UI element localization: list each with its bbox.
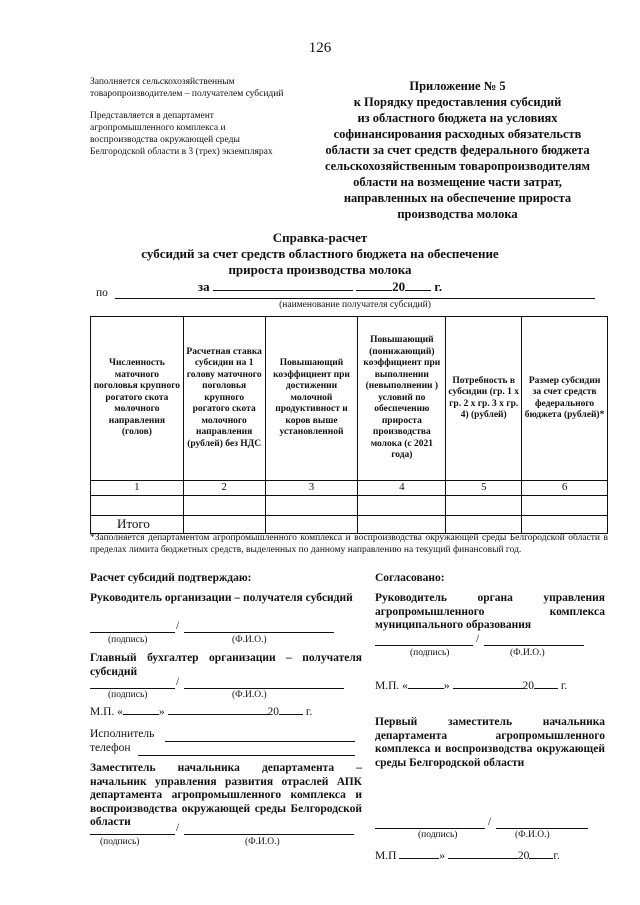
recipient-name-line[interactable] <box>115 298 595 299</box>
table-cell[interactable] <box>446 495 522 515</box>
fio-caption: (Ф.И.О.) <box>232 690 267 700</box>
title-line: Справка-расчет <box>272 230 368 245</box>
signature-caption: (подпись) <box>100 837 140 847</box>
date-blank-year[interactable] <box>405 278 431 291</box>
fio-line[interactable] <box>184 688 344 689</box>
fio-caption: (Ф.И.О.) <box>232 635 267 645</box>
first-deputy-label: Первый заместитель начальника департамента агропромышленного комплекса и воспроизводства окружающей среды Белгородской области <box>375 716 605 769</box>
year-blank[interactable] <box>279 702 303 715</box>
appendix-line: к Порядку предоставления субсидий <box>353 95 562 109</box>
day-blank[interactable] <box>399 846 439 859</box>
table-row <box>91 495 608 515</box>
table-cell[interactable] <box>265 495 358 515</box>
slash: / <box>176 620 180 632</box>
slash: / <box>176 822 180 834</box>
table-cell[interactable] <box>183 495 265 515</box>
signature-line[interactable] <box>375 828 485 829</box>
appendix-line: направленных на обеспечение прироста <box>343 191 572 205</box>
column-number: 3 <box>265 481 358 496</box>
submitted-line: Представляется в департамент <box>90 111 214 121</box>
year-suffix: г. <box>305 706 313 718</box>
date-prefix: за <box>197 279 210 294</box>
header-cell-6: Размер субсидии за счет средств федерального бюджета (рублей)* <box>522 317 608 481</box>
footnote: *Заполняется департаментом агропромышленного комплекса и воспроизводства окружающей среды Белгородской области в пределах лимита бюджетных средств, выделенных по данному направлению на текущий финансовый год. <box>90 533 608 555</box>
calculation-table <box>90 316 608 534</box>
submitted-line: воспроизводства окружающей среды <box>90 135 240 145</box>
header-cell-2: Расчетная ставка субсидии на 1 голову маточного поголовья крупного рогатого скота молочного направления (рублей) без НДС <box>183 317 265 481</box>
header-cell-3: Повышающий коэффициент при достижении молочной продуктивност и коров выше установленной <box>265 317 358 481</box>
phone-label: телефон <box>90 742 131 754</box>
recipient-caption: (наименование получателя субсидий) <box>279 300 431 310</box>
year-suffix: г. <box>553 850 560 862</box>
fio-line[interactable] <box>184 632 334 633</box>
slash: / <box>476 633 480 645</box>
phone-line[interactable] <box>138 755 355 756</box>
executor-line[interactable] <box>165 741 355 742</box>
column-number: 2 <box>183 481 265 496</box>
month-blank[interactable] <box>448 846 518 859</box>
quote-close: » <box>158 706 165 718</box>
header-cell-1: Численность маточного поголовья крупного рогатого скота молочного направления (голов) <box>91 317 184 481</box>
signature-line[interactable] <box>90 834 175 835</box>
column-number: 5 <box>446 481 522 496</box>
deputy-head-label: Заместитель начальника департамента – начальник управления развития отраслей АПК департамента агропромышленного комплекса и воспроизводства окружающей среды Белгородской области <box>90 762 362 828</box>
fio-caption: (Ф.И.О.) <box>515 830 550 840</box>
fio-line[interactable] <box>496 828 588 829</box>
month-blank[interactable] <box>453 676 523 689</box>
submitted-to-note <box>90 110 300 158</box>
year-prefix: 20 <box>522 680 535 692</box>
fio-line[interactable] <box>484 645 584 646</box>
filled-by-line: товаропроизводителем – получателем субсидий <box>90 89 284 99</box>
table-cell[interactable] <box>522 495 608 515</box>
date-suffix: г. <box>434 279 443 294</box>
confirm-heading: Расчет субсидий подтверждаю: <box>90 572 252 584</box>
appendix-line: производства молока <box>397 207 518 221</box>
total-label: Итого <box>91 515 184 533</box>
slash: / <box>488 816 492 828</box>
mp-date-line <box>90 702 312 718</box>
table-cell[interactable] <box>446 515 522 533</box>
signature-line[interactable] <box>90 632 175 633</box>
table-cell[interactable] <box>358 495 446 515</box>
header-cell-4: Повышающий (понижающий) коэффициент при выполнении (невыполнении ) условий по обеспечению прироста производства молока (с 2021 года) <box>358 317 446 481</box>
mp-date-line <box>375 676 567 692</box>
year-prefix: 20 <box>517 850 530 862</box>
submitted-line: агропромышленного комплекса и <box>90 123 226 133</box>
agreed-heading: Согласовано: <box>375 572 445 584</box>
head-of-org-label: Руководитель организации – получателя субсидий <box>90 592 353 604</box>
executor-label: Исполнитель <box>90 728 155 740</box>
signature-line[interactable] <box>90 688 175 689</box>
table-cell[interactable] <box>265 515 358 533</box>
date-blank[interactable] <box>213 278 353 291</box>
signature-caption: (подпись) <box>108 635 148 645</box>
table-header-row <box>91 317 608 481</box>
signature-caption: (подпись) <box>410 648 450 658</box>
month-blank[interactable] <box>168 702 268 715</box>
year-blank[interactable] <box>534 676 558 689</box>
document-title <box>100 230 540 295</box>
fio-line[interactable] <box>184 834 354 835</box>
fio-caption: (Ф.И.О.) <box>510 648 545 658</box>
appendix-line: области на возмещение части затрат, <box>353 175 562 189</box>
appendix-line: Приложение № 5 <box>409 79 506 93</box>
submitted-line: Белгородской области в 3 (трех) экземплярах <box>90 147 273 157</box>
appendix-line: из областного бюджета на условиях <box>357 111 558 125</box>
table-cell[interactable] <box>358 515 446 533</box>
filled-by-note <box>90 76 300 100</box>
mp-label: М.П <box>375 850 397 862</box>
appendix-header <box>300 78 615 222</box>
mp-label: М.П. « <box>375 680 408 692</box>
column-numbers-row <box>91 481 608 496</box>
date-blank-month[interactable] <box>356 278 392 291</box>
column-number: 4 <box>358 481 446 496</box>
date-year: 20 <box>392 279 406 294</box>
filled-by-line: Заполняется сельскохозяйственным <box>90 77 235 87</box>
header-cell-5: Потребность в субсидии (гр. 1 х гр. 2 х гр. 3 х гр. 4) (рублей) <box>446 317 522 481</box>
signature-caption: (подпись) <box>418 830 458 840</box>
title-date-line <box>100 278 540 295</box>
signature-line[interactable] <box>375 645 473 646</box>
column-number: 6 <box>522 481 608 496</box>
po-label: по <box>96 287 108 299</box>
municipal-head-label: Руководитель органа управления агропромышленного комплекса муниципального образования <box>375 592 605 631</box>
quote-close: » <box>439 850 446 862</box>
year-prefix: 20 <box>267 706 280 718</box>
slash: / <box>176 676 180 688</box>
title-line: прироста производства молока <box>228 262 412 277</box>
total-row <box>91 515 608 533</box>
table-cell[interactable] <box>183 515 265 533</box>
table-cell[interactable] <box>522 515 608 533</box>
quote-close: » <box>443 680 450 692</box>
appendix-line: области за счет средств федерального бюджета <box>325 143 590 157</box>
year-blank[interactable] <box>529 846 553 859</box>
column-number: 1 <box>91 481 184 496</box>
appendix-line: сельскохозяйственным товаропроизводителям <box>324 159 590 173</box>
table-cell[interactable] <box>91 495 184 515</box>
appendix-line: софинансирования расходных обязательств <box>333 127 582 141</box>
fio-caption: (Ф.И.О.) <box>245 837 280 847</box>
signature-caption: (подпись) <box>108 690 148 700</box>
chief-accountant-label: Главный бухгалтер организации – получателя субсидий <box>90 652 362 678</box>
page-number: 126 <box>308 40 332 56</box>
day-blank[interactable] <box>408 676 444 689</box>
mp2-date-line <box>375 846 560 862</box>
title-line: субсидий за счет средств областного бюджета на обеспечение <box>141 246 499 261</box>
year-suffix: г. <box>560 680 568 692</box>
day-blank[interactable] <box>123 702 159 715</box>
mp-label: М.П. « <box>90 706 123 718</box>
